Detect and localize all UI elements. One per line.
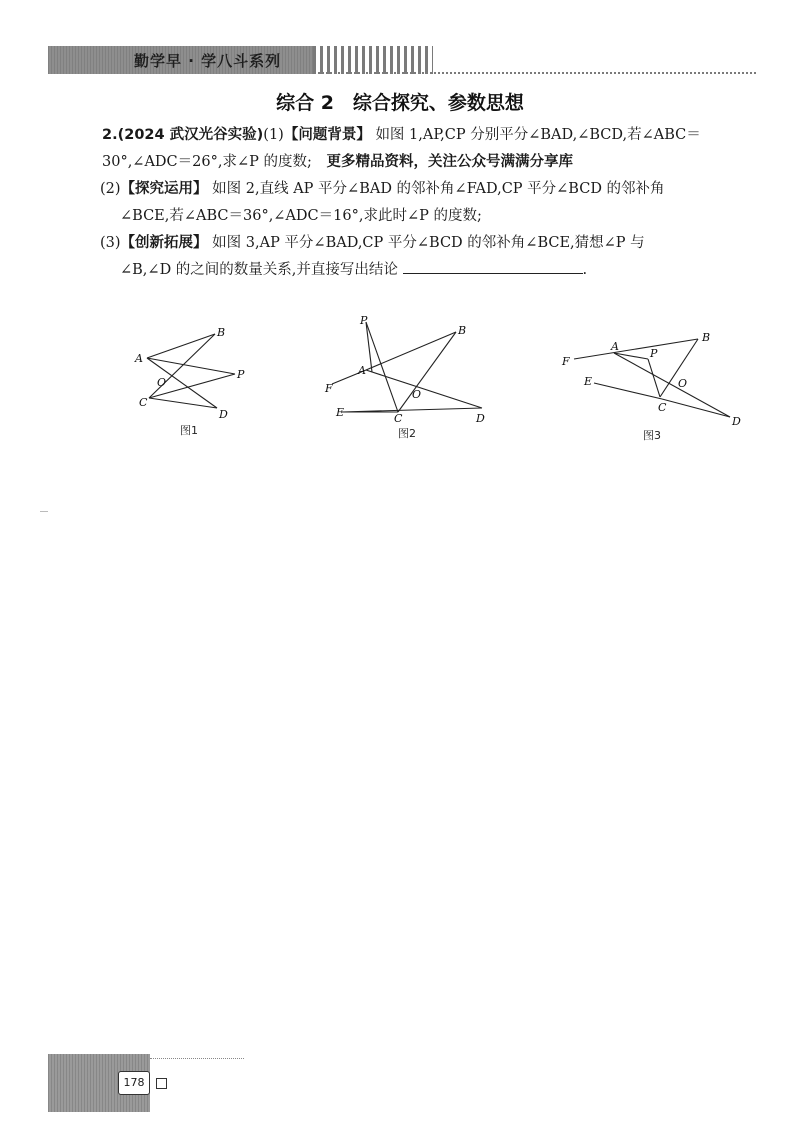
header-divider: [313, 72, 756, 74]
part3-label: (3): [100, 235, 121, 251]
problem-source: (2024 武汉光谷实验): [117, 127, 264, 143]
part2-text: 如图 2,直线 AP 平分∠BAD 的邻补角∠FAD,CP 平分∠BCD 的邻补角: [212, 181, 665, 197]
fig1-label-a: A: [135, 352, 143, 365]
fig1-label-b: B: [217, 326, 226, 339]
problem-line-4: [102, 203, 762, 230]
fig2-label-f: F: [325, 382, 333, 395]
fig1-label-p: P: [237, 368, 245, 381]
figure-1-caption: 图1: [180, 424, 198, 437]
page-square-mark: [156, 1078, 167, 1089]
part3-text: 如图 3,AP 平分∠BAD,CP 平分∠BCD 的邻补角∠BCE,猜想∠P 与: [212, 235, 645, 251]
fig3-label-p: P: [650, 347, 658, 360]
fig2-label-d: D: [476, 412, 485, 424]
fig3-label-c: C: [658, 401, 667, 414]
fig2-label-p: P: [360, 314, 368, 327]
resource-notice: 更多精品资料，关注公众号满满分享库: [326, 154, 573, 170]
part3-end: .: [582, 262, 588, 278]
fig3-label-e: E: [584, 375, 593, 388]
header-stripes: [313, 46, 433, 74]
figure-1: [125, 320, 265, 425]
part1-text: 如图 1,AP,CP 分别平分∠BAD,∠BCD,若∠ABC＝: [375, 127, 701, 143]
fig3-label-f: F: [562, 355, 570, 368]
header-band: [48, 46, 756, 74]
fig2-label-a: A: [358, 364, 366, 377]
part1-label: (1): [263, 127, 284, 143]
scan-mark: [40, 511, 48, 512]
part2-text-2: ∠BCE,若∠ABC＝36°,∠ADC＝16°,求此时∠P 的度数;: [120, 208, 482, 224]
fig2-label-c: C: [394, 412, 403, 424]
figure-2: [322, 312, 492, 424]
problem-line-2: [102, 149, 762, 176]
part1-text-2: 30°,∠ADC＝26°,求∠P 的度数;: [102, 154, 312, 170]
fig1-label-c: C: [139, 396, 148, 409]
problem-line-1: [102, 122, 762, 149]
fig2-label-e: E: [336, 406, 345, 419]
fig2-label-o: O: [412, 388, 422, 401]
fig1-label-d: D: [219, 408, 228, 421]
part3-tag: 【创新拓展】: [120, 235, 208, 251]
problem-line-6: [102, 257, 762, 284]
footer-divider: [150, 1058, 244, 1059]
problem-number: 2.: [102, 127, 118, 143]
figure-2-caption: 图2: [398, 427, 416, 440]
figure-3: [558, 325, 743, 430]
fig3-label-b: B: [702, 331, 711, 344]
answer-blank[interactable]: [403, 259, 583, 274]
fig3-label-a: A: [611, 340, 619, 353]
fig1-label-o: O: [157, 376, 167, 389]
section-title: 综合 2 综合探究、参数思想: [276, 92, 524, 114]
fig3-label-d: D: [732, 415, 741, 428]
part2-tag: 【探究运用】: [120, 181, 208, 197]
fig2-label-b: B: [458, 324, 467, 337]
page-number: 178: [118, 1071, 150, 1095]
problem-line-3: [100, 176, 762, 203]
part3-text-2: ∠B,∠D 的之间的数量关系,并直接写出结论: [120, 262, 398, 278]
part2-label: (2): [100, 181, 121, 197]
part1-tag: 【问题背景】: [283, 127, 371, 143]
figure-3-caption: 图3: [643, 429, 661, 442]
fig3-label-o: O: [678, 377, 688, 390]
problem-2: [102, 122, 762, 284]
series-title: 勤学早 · 学八斗系列: [134, 52, 282, 70]
problem-line-5: [100, 230, 762, 257]
